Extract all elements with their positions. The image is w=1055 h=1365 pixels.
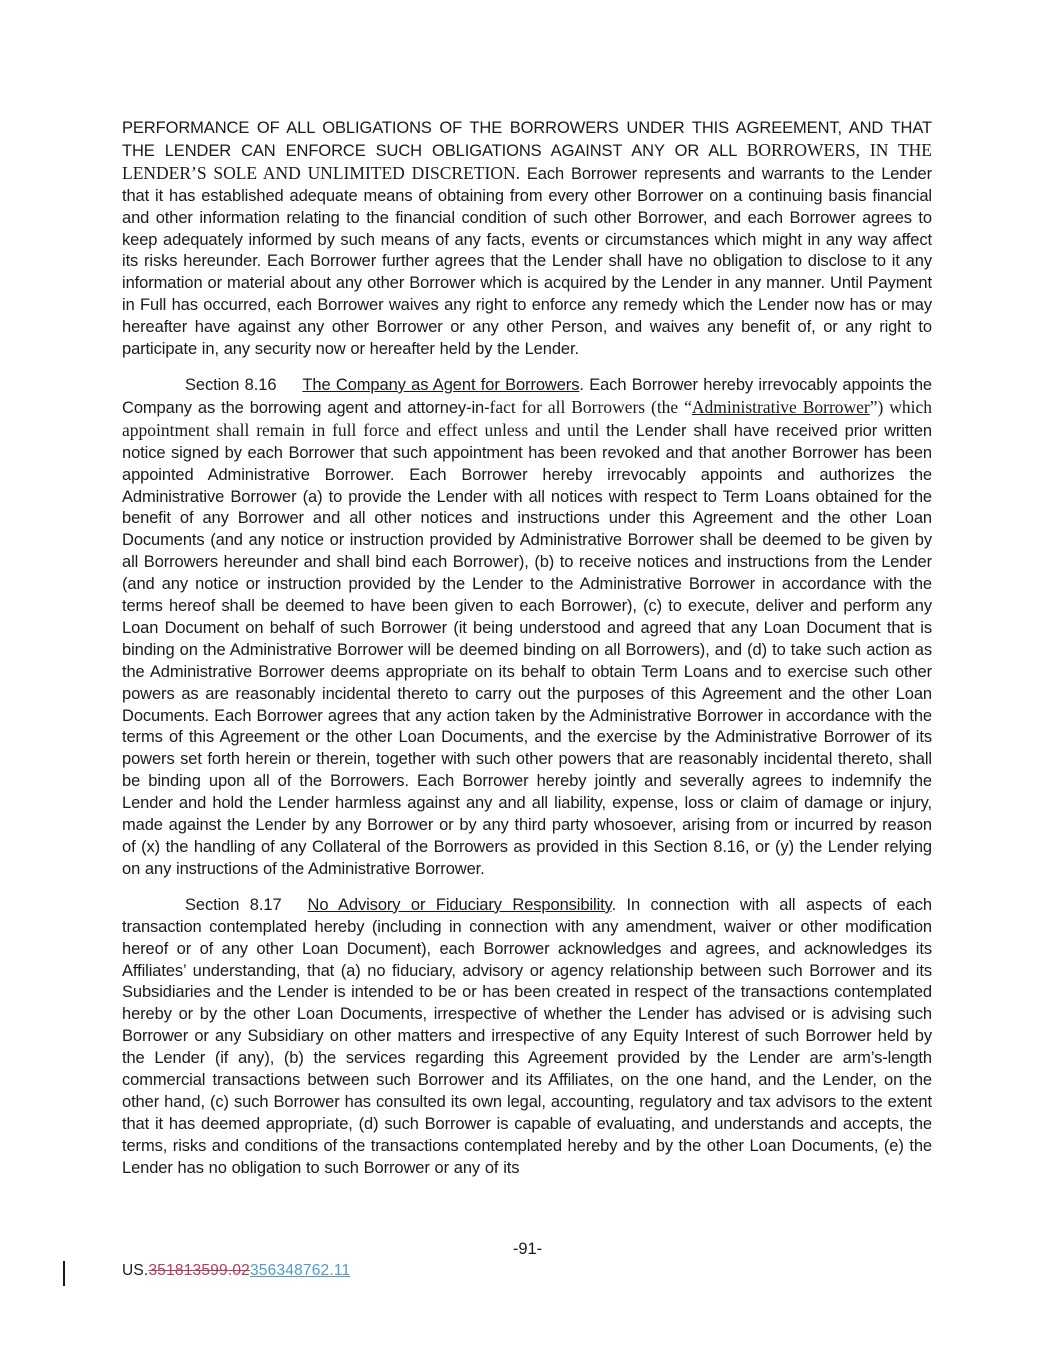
text-run: . Each Borrower hereby irrevocably appoints the Company as the borrowing agent and attorney-in- (122, 375, 932, 417)
section-title: The Company as Agent for Borrowers (302, 375, 580, 394)
text-run-retained: ”) which appointment shall remain in full force and effect unless and until (122, 396, 933, 440)
paragraph-section-8-17 (122, 895, 932, 1180)
defined-term-administrative-borrower: Administrative Borrower (691, 396, 870, 417)
caps-run-retained: BORROWERS, IN THE LENDER’S SOLE AND UNLIMITED DISCRETION. (122, 139, 932, 183)
text-run-retained: fact for all Borrowers (the “ (489, 396, 692, 417)
doc-id-deleted-number: 351813599.02 (148, 1262, 250, 1279)
section-number: Section 8.17 (185, 895, 282, 914)
document-id-footer (122, 1262, 350, 1280)
page-number: -91- (512, 1240, 543, 1258)
doc-id-inserted-number: 356348762.11 (249, 1262, 351, 1279)
text-run: Each Borrower represents and warrants to the Lender that it has established adequate means of obtaining from every other Borrower on a continuing basis financial and other information relating to the financial condition of such other Borrower, and each Borrower agrees to keep adequately informed by such means of any facts, events or circumstances which might in any way affect its risks hereunder. Each Borrower further agrees that the Lender shall have no obligation to disclose to it any information or material about any other Borrower which is acquired by the Lender in any manner. Until Payment in Full has occurred, each Borrower waives any right to enforce any remedy which the Lender now has or may hereafter have against any other Borrower or any other Person, and waives any benefit of, or any right to participate in, any security now or hereafter held by the Lender. (122, 164, 932, 359)
paragraph-section-8-16 (122, 375, 932, 881)
text-run: the Lender shall have received prior written notice signed by each Borrower that such appointment has been revoked and that another Borrower has been appointed Administrative Borrower. Each Borrower hereby irrevocably appoints and authorizes the Administrative Borrower (a) to provide the Lender with all notices with respect to Term Loans obtained for the benefit of any Borrower and all other notices and instructions under this Agreement and the other Loan Documents (and any notice or instruction provided by Administrative Borrower shall be deemed to be given by all Borrowers hereunder and shall bind each Borrower), (b) to receive notices and instructions from the Lender (and any notice or instruction provided by the Lender to the Administrative Borrower in accordance with the terms hereof shall be deemed to have been given to each Borrower), (c) to execute, deliver and perform any Loan Document on behalf of such Borrower (it being understood and agreed that any Loan Document that is binding on the Administrative Borrower will be deemed binding on all Borrowers), and (d) to take such action as the Administrative Borrower deems appropriate on its behalf to obtain Term Loans and to exercise such other powers as are reasonably incidental thereto to carry out the purposes of this Agreement and the other Loan Documents. Each Borrower agrees that any action taken by the Administrative Borrower in accordance with the terms of this Agreement or the other Loan Documents, and the exercise by the Administrative Borrower of its powers set forth herein or therein, together with such other powers that are reasonably incidental thereto, shall be binding upon all of the Borrowers. Each Borrower hereby jointly and severally agrees to indemnify the Lender and hold the Lender harmless against any and all liability, expense, loss or claim of damage or injury, made against the Lender by any Borrower or by any third party whosoever, arising from or incurred by reason of (x) the handling of any Collateral of the Borrowers as provided in this Section 8.16, or (y) the Lender relying on any instructions of the Administrative Borrower. (122, 421, 932, 878)
document-body (122, 118, 932, 1194)
caps-run: PERFORMANCE OF ALL OBLIGATIONS OF THE BORROWERS UNDER THIS AGREEMENT, AND THAT THE LENDER CAN ENFORCE SUCH OBLIGATIONS AGAINST ANY OR ALL (122, 119, 932, 160)
change-bar (63, 1261, 65, 1286)
section-title: No Advisory or Fiduciary Responsibility (307, 895, 612, 914)
section-number: Section 8.16 (185, 375, 277, 394)
text-run: . In connection with all aspects of each transaction contemplated hereby (including in connection with any amendment, waiver or other modification hereof or of any other Loan Document), each Borrower acknowledges and agrees, and acknowledges its Affiliates’ understanding, that (a) no fiduciary, advisory or agency relationship between such Borrower and its Subsidiaries and the Lender is intended to be or has been created in respect of the transactions contemplated hereby or by the other Loan Documents, irrespective of whether the Lender has advised or is advising such Borrower or any Subsidiary on other matters and irrespective of any Equity Interest of such Borrower held by the Lender (if any), (b) the services regarding this Agreement provided by the Lender are arm’s-length commercial transactions between such Borrower and its Affiliates, on the one hand, and the Lender, on the other hand, (c) such Borrower has consulted its own legal, accounting, regulatory and tax advisors to the extent that it has deemed appropriate, (d) such Borrower is capable of evaluating, and understands and accepts, the terms, risks and conditions of the transactions contemplated hereby and by the other Loan Documents, (e) the Lender has no obligation to such Borrower or any of its (122, 895, 932, 1177)
paragraph-borrower-obligations (122, 118, 932, 361)
doc-id-prefix: US. (122, 1262, 149, 1279)
